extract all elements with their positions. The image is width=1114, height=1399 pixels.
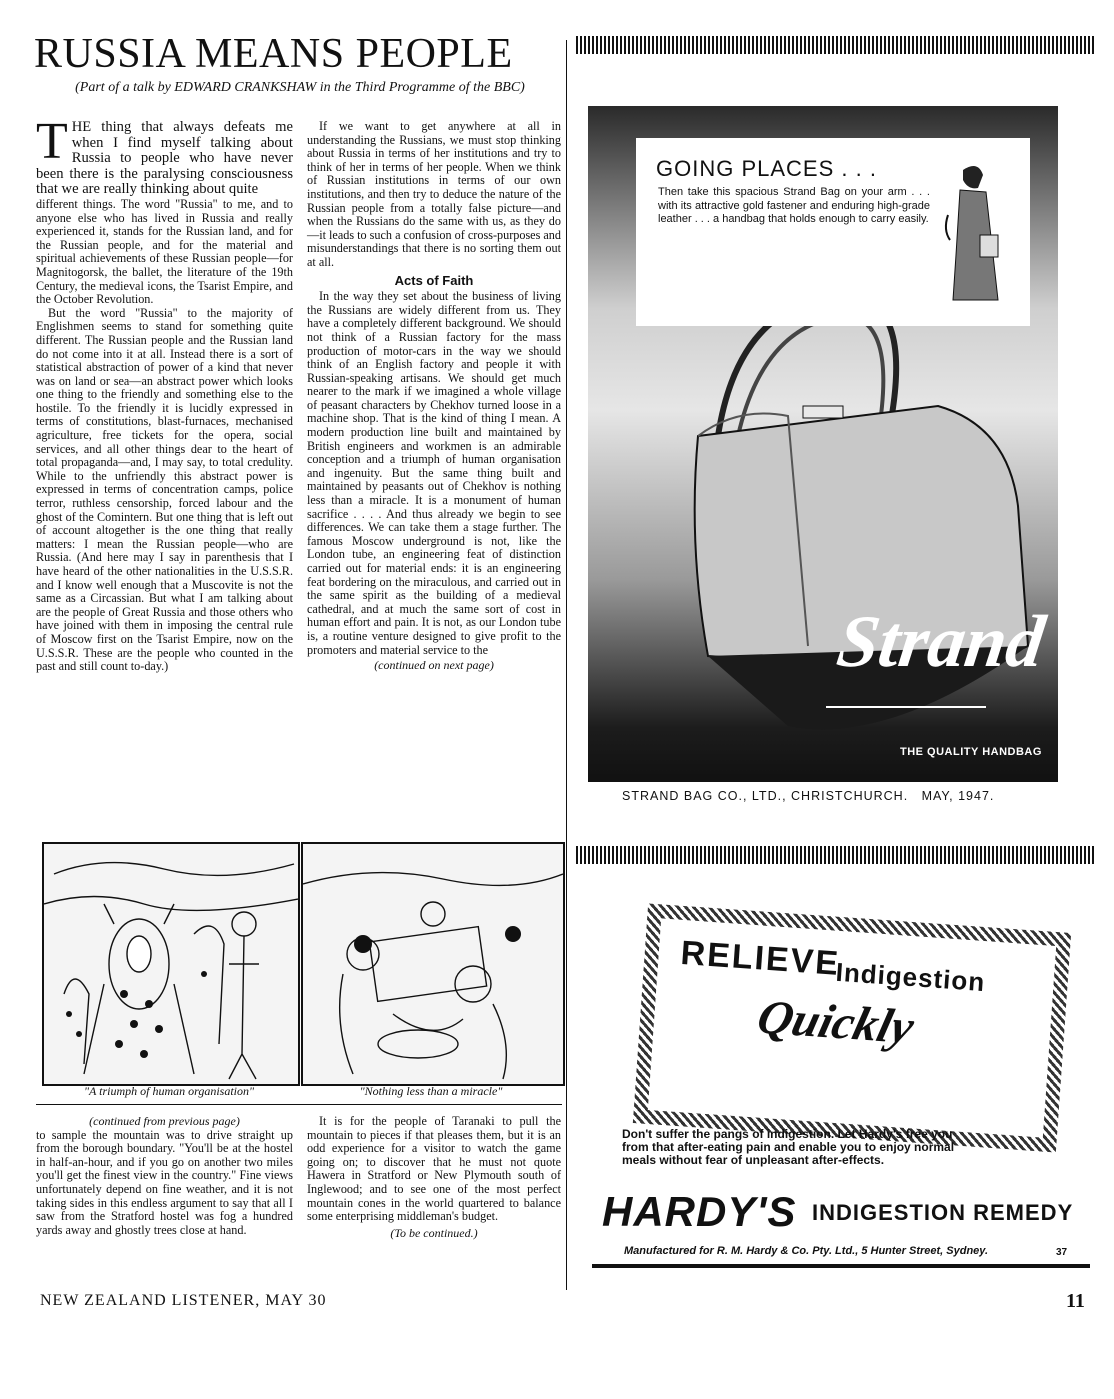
strand-ad-heading: GOING PLACES . . .	[656, 156, 877, 181]
strand-tagline: THE QUALITY HANDBAG	[900, 746, 1042, 758]
body-paragraph: In the way they set about the business of living the Russians are widely different from us. They have a completely different background. We should not think of a Russian factory for the mass production of motor-cars in the way we should think of an English factory and people it with Russian-speaking artisans. We should get much nearer to the mark if we imagined a whole village of peasant characters by Chekhov turned loose in a machine shop. That is the kind of thing I mean. A modern production line built and maintained by British engineers and workmen is an admirable conception and a triumph of human organisation and ingenuity. But the same thing built and maintained by peasants out of Chekhov is nothing less than a miracle. It is a monument of human sacrifice . . . . And thus already we begin to see differences. We can take them a stage further. The famous Moscow underground is not, like the London tube, an engineering feat of distinction carried out for material ends: it is an engineering feat bordering on the miraculous, and carried out in the same spirit as the building of a medieval cathedral, and at much the same sort of cost in human effort and pain. It is not, as our London tube is, a routine venture designed to give profit to the promoters and material service to the	[307, 289, 561, 657]
going-places-box	[636, 138, 1030, 326]
cartoon-right-illustration	[303, 844, 563, 1084]
cartoon-right-caption: "Nothing less than a miracle"	[359, 1084, 503, 1098]
cartoon-left-caption: "A triumph of human organisation"	[83, 1084, 255, 1098]
relieve-text: RELIEVE	[679, 933, 842, 983]
to-be-continued-note: (To be continued.)	[390, 1225, 478, 1240]
continued-column-2	[307, 1115, 561, 1240]
body-paragraph: to sample the mountain was to drive straight up from the borough boundary. "You'll be at the hostel in half-an-hour, and if you go on another two miles you'll get the finest view in the country." Fine views unfortunately depend on fine weather, and it is not taking sides in this endless argument to say that all I saw from the Stratford hostel was fog a hundred yards away and ghostly trees close at hand.	[36, 1127, 293, 1237]
body-paragraph: different things. The word "Russia" to me, and to anyone else who has lived in Russia and really experienced it, stands for the Russian land, and for the Russian people, and for the material and spiritual achievements of these Russian people—for Magnitogorsk, the ballet, the literature of the 19th Century, the medieval icons, the Tsarist Empire, and the October Revolution.	[36, 196, 293, 307]
indigestion-text: Indigestion	[834, 956, 987, 998]
quickly-text: Quickly	[752, 990, 920, 1054]
hatch-border-middle	[576, 846, 1094, 864]
body-paragraph: If we want to get anywhere at all in understanding the Russians, we must stop thinking about Russia in terms of her institutions and try to think of her in terms of her people. When we think of Russian institutions in terms of our own institutions, and then try to deduce the nature of the Russian people from a totally false picture—and when the Russians do the same with us, as they do—it leads to such a confusion of cross-purposes and misunderstandings that there is no sorting them out at all.	[307, 119, 561, 269]
article-subtitle: (Part of a talk by EDWARD CRANKSHAW in the Third Programme of the BBC)	[75, 80, 525, 95]
article-column-1	[36, 113, 293, 674]
strand-brand-logo: Strand	[832, 601, 1050, 683]
hatch-border-top	[576, 36, 1094, 54]
section-heading: Acts of Faith	[394, 272, 474, 288]
hardys-body: Don't suffer the pangs of indigestion. Let Hardy's free you from that after-eating pain and enable you to enjoy normal meals without fear of unpleasant after-effects.	[622, 1127, 955, 1167]
strand-ad-footer: STRAND BAG CO., LTD., CHRISTCHURCH. MAY, 1947.	[622, 789, 995, 803]
cartoon-right	[301, 842, 565, 1086]
strand-ad-body: Then take this spacious Strand Bag on your arm . . . with its attractive gold fastener and enduring high-grade leather . . . a handbag that holds enough to carry easily.	[658, 186, 930, 225]
body-paragraph: It is for the people of Taranaki to pull the mountain to pieces if that pleases them, but it is an odd experience for a visitor to watch the game going on; to discover that he must not quote Hawera in Stratford or New Plymouth south of Inglewood; and to see one of the most perfect mountain cones in the world quartered to balance some enterprising middleman's budget.	[307, 1114, 561, 1224]
continued-from-note: (continued from previous page)	[89, 1114, 240, 1128]
brand-underline	[826, 696, 986, 708]
body-paragraph: But the word "Russia" to the majority of Englishmen seems to stand for something quite different. The Russian people and the Russian land do not come into it at all. Instead there is a sort of statistical abstraction of power of a kind that never was on land or sea—an abstract power which looks one thing to the friendly and something else to the hostile. To the friendly it is lucidly expressed in terms of constitutions, blast-furnaces, mechanised agriculture, free tickets for the opera, social services, and all other things dear to the heart of total propaganda—and, I may say, to total credulity. While to the unfriendly this abstract power is expressed in terms of concentration camps, police terror, ruthless censorship, forced labour and the ghost of the Comintern. But one thing that is left out of account altogether is the one thing that really matters: I mean the Russian people—who are Russia. (And here may I say in parenthesis that I have heard of the other nationalities in the U.S.S.R. and I know well enough that a Muscovite is not the same as a Circassian. But what I am talking about are the people of Great Russia and those others who have joined with them in imposing the central rule of Moscow first on the Tsarist Empire, now on the U.S.S.R. These are the people who counted in the past and still count to-day.)	[36, 305, 293, 674]
page-number: 11	[1066, 1290, 1085, 1312]
woman-figure-illustration	[938, 160, 1008, 310]
cartoon-left	[42, 842, 300, 1086]
continued-column-1	[36, 1115, 293, 1237]
divider	[36, 1104, 562, 1105]
hardys-product: INDIGESTION REMEDY	[812, 1200, 1074, 1225]
article-column-2	[307, 120, 561, 673]
ad-code: 37	[1056, 1247, 1068, 1258]
drop-cap: T	[36, 113, 68, 170]
hardys-banner	[633, 903, 1071, 1152]
cartoon-left-illustration	[44, 844, 298, 1084]
lead-paragraph: THE thing that always defeats me when I find myself talking about Russia to people who have never been there is the paralysing consciousness that we are really thinking about quite	[36, 113, 293, 198]
hardys-manufacturer: Manufactured for R. M. Hardy & Co. Pty. Ltd., 5 Hunter Street, Sydney.	[624, 1245, 989, 1257]
hardys-underline	[592, 1264, 1090, 1268]
hardys-brand: HARDY'S	[602, 1188, 797, 1235]
continued-note: (continued on next page)	[374, 658, 494, 673]
publication-footer: NEW ZEALAND LISTENER, MAY 30	[40, 1292, 327, 1309]
hardys-banner-inner	[648, 918, 1056, 1137]
article-title: RUSSIA MEANS PEOPLE	[34, 31, 513, 77]
column-rule	[566, 40, 567, 1290]
